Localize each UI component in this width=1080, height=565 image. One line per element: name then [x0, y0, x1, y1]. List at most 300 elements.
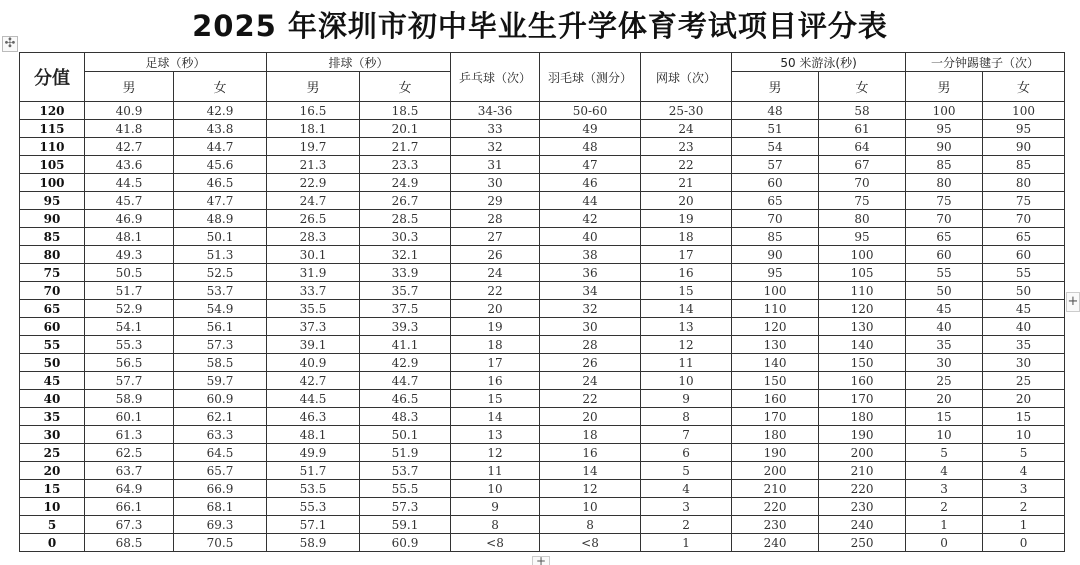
- table-cell[interactable]: 50.1: [174, 228, 267, 246]
- pingpong-header[interactable]: 乒乓球（次）: [451, 53, 540, 102]
- table-cell[interactable]: 240: [732, 534, 819, 552]
- table-cell[interactable]: 44.5: [85, 174, 174, 192]
- table-cell[interactable]: 26.7: [360, 192, 451, 210]
- table-cell[interactable]: 10: [641, 372, 732, 390]
- table-cell[interactable]: 28.3: [267, 228, 360, 246]
- table-cell[interactable]: 30: [906, 354, 983, 372]
- table-cell[interactable]: 4: [906, 462, 983, 480]
- table-cell[interactable]: 16: [641, 264, 732, 282]
- table-cell[interactable]: 13: [451, 426, 540, 444]
- table-cell[interactable]: 20: [983, 390, 1065, 408]
- table-cell[interactable]: 11: [641, 354, 732, 372]
- table-cell[interactable]: 9: [641, 390, 732, 408]
- table-cell[interactable]: 210: [819, 462, 906, 480]
- table-cell[interactable]: 120: [819, 300, 906, 318]
- score-cell[interactable]: 120: [20, 102, 85, 120]
- table-cell[interactable]: 29: [451, 192, 540, 210]
- table-cell[interactable]: 42.7: [267, 372, 360, 390]
- table-cell[interactable]: 17: [641, 246, 732, 264]
- table-cell[interactable]: 75: [906, 192, 983, 210]
- table-cell[interactable]: 240: [819, 516, 906, 534]
- table-cell[interactable]: 53.7: [360, 462, 451, 480]
- football-male-header[interactable]: 男: [85, 72, 174, 102]
- table-cell[interactable]: 1: [906, 516, 983, 534]
- score-cell[interactable]: 25: [20, 444, 85, 462]
- table-cell[interactable]: 3: [641, 498, 732, 516]
- table-cell[interactable]: 1: [983, 516, 1065, 534]
- table-cell[interactable]: 22: [641, 156, 732, 174]
- table-cell[interactable]: 47.7: [174, 192, 267, 210]
- table-cell[interactable]: 64: [819, 138, 906, 156]
- table-cell[interactable]: 55: [983, 264, 1065, 282]
- table-cell[interactable]: 100: [906, 102, 983, 120]
- score-cell[interactable]: 100: [20, 174, 85, 192]
- table-cell[interactable]: 50.5: [85, 264, 174, 282]
- table-cell[interactable]: 41.1: [360, 336, 451, 354]
- table-cell[interactable]: 80: [906, 174, 983, 192]
- table-cell[interactable]: 15: [983, 408, 1065, 426]
- table-cell[interactable]: 19: [641, 210, 732, 228]
- table-cell[interactable]: 20.1: [360, 120, 451, 138]
- table-cell[interactable]: 35.5: [267, 300, 360, 318]
- table-cell[interactable]: 26: [540, 354, 641, 372]
- table-cell[interactable]: 5: [906, 444, 983, 462]
- football-header[interactable]: 足球（秒）: [85, 53, 267, 72]
- table-cell[interactable]: 21.7: [360, 138, 451, 156]
- table-cell[interactable]: 24: [451, 264, 540, 282]
- table-cell[interactable]: 20: [906, 390, 983, 408]
- table-cell[interactable]: 32.1: [360, 246, 451, 264]
- table-cell[interactable]: 160: [819, 372, 906, 390]
- table-cell[interactable]: 140: [732, 354, 819, 372]
- table-cell[interactable]: 0: [983, 534, 1065, 552]
- table-cell[interactable]: 14: [540, 462, 641, 480]
- table-cell[interactable]: 67.3: [85, 516, 174, 534]
- table-cell[interactable]: 68.5: [85, 534, 174, 552]
- score-cell[interactable]: 55: [20, 336, 85, 354]
- table-cell[interactable]: 75: [983, 192, 1065, 210]
- table-cell[interactable]: 68.1: [174, 498, 267, 516]
- table-cell[interactable]: 18.5: [360, 102, 451, 120]
- table-cell[interactable]: 25-30: [641, 102, 732, 120]
- tennis-header[interactable]: 网球（次）: [641, 53, 732, 102]
- table-cell[interactable]: 57.3: [174, 336, 267, 354]
- table-cell[interactable]: 39.3: [360, 318, 451, 336]
- table-cell[interactable]: 67: [819, 156, 906, 174]
- table-cell[interactable]: 54: [732, 138, 819, 156]
- table-cell[interactable]: <8: [540, 534, 641, 552]
- table-cell[interactable]: 49.3: [85, 246, 174, 264]
- table-cell[interactable]: 41.8: [85, 120, 174, 138]
- table-cell[interactable]: 55.5: [360, 480, 451, 498]
- table-cell[interactable]: 46: [540, 174, 641, 192]
- table-cell[interactable]: 22: [540, 390, 641, 408]
- table-cell[interactable]: 49.9: [267, 444, 360, 462]
- table-cell[interactable]: 33.7: [267, 282, 360, 300]
- table-cell[interactable]: 8: [451, 516, 540, 534]
- table-cell[interactable]: 48.1: [85, 228, 174, 246]
- table-cell[interactable]: 95: [983, 120, 1065, 138]
- table-cell[interactable]: 58.9: [85, 390, 174, 408]
- table-cell[interactable]: 21: [641, 174, 732, 192]
- table-cell[interactable]: 31: [451, 156, 540, 174]
- table-cell[interactable]: 15: [641, 282, 732, 300]
- table-cell[interactable]: 18: [641, 228, 732, 246]
- table-cell[interactable]: 64.5: [174, 444, 267, 462]
- table-cell[interactable]: 42.9: [360, 354, 451, 372]
- table-cell[interactable]: 220: [819, 480, 906, 498]
- table-cell[interactable]: 45: [983, 300, 1065, 318]
- table-cell[interactable]: 130: [819, 318, 906, 336]
- table-cell[interactable]: 19: [451, 318, 540, 336]
- table-cell[interactable]: 26.5: [267, 210, 360, 228]
- table-cell[interactable]: 12: [451, 444, 540, 462]
- table-cell[interactable]: 180: [819, 408, 906, 426]
- table-cell[interactable]: 16: [540, 444, 641, 462]
- table-cell[interactable]: 48.9: [174, 210, 267, 228]
- score-cell[interactable]: 80: [20, 246, 85, 264]
- volleyball-female-header[interactable]: 女: [360, 72, 451, 102]
- table-cell[interactable]: 55.3: [85, 336, 174, 354]
- table-cell[interactable]: 30.3: [360, 228, 451, 246]
- table-cell[interactable]: 210: [732, 480, 819, 498]
- table-cell[interactable]: 13: [641, 318, 732, 336]
- table-cell[interactable]: 18: [451, 336, 540, 354]
- score-cell[interactable]: 65: [20, 300, 85, 318]
- volleyball-header[interactable]: 排球（秒）: [267, 53, 451, 72]
- table-cell[interactable]: 10: [983, 426, 1065, 444]
- score-cell[interactable]: 35: [20, 408, 85, 426]
- table-cell[interactable]: 4: [983, 462, 1065, 480]
- table-cell[interactable]: 52.5: [174, 264, 267, 282]
- shuttlecock-female-header[interactable]: 女: [983, 72, 1065, 102]
- table-cell[interactable]: 80: [819, 210, 906, 228]
- table-cell[interactable]: 55.3: [267, 498, 360, 516]
- table-cell[interactable]: 12: [641, 336, 732, 354]
- table-cell[interactable]: 56.5: [85, 354, 174, 372]
- table-cell[interactable]: 43.8: [174, 120, 267, 138]
- table-cell[interactable]: 220: [732, 498, 819, 516]
- table-cell[interactable]: 28: [451, 210, 540, 228]
- add-row-icon[interactable]: +: [532, 556, 550, 565]
- table-cell[interactable]: 59.1: [360, 516, 451, 534]
- table-cell[interactable]: 8: [641, 408, 732, 426]
- table-cell[interactable]: 66.9: [174, 480, 267, 498]
- table-cell[interactable]: 23: [641, 138, 732, 156]
- table-cell[interactable]: 44.7: [360, 372, 451, 390]
- table-cell[interactable]: 160: [732, 390, 819, 408]
- table-cell[interactable]: 200: [732, 462, 819, 480]
- table-cell[interactable]: 42.7: [85, 138, 174, 156]
- table-cell[interactable]: 100: [819, 246, 906, 264]
- table-cell[interactable]: 70.5: [174, 534, 267, 552]
- table-cell[interactable]: 1: [641, 534, 732, 552]
- table-cell[interactable]: 46.5: [174, 174, 267, 192]
- table-cell[interactable]: 54.9: [174, 300, 267, 318]
- table-cell[interactable]: 20: [540, 408, 641, 426]
- score-cell[interactable]: 30: [20, 426, 85, 444]
- score-cell[interactable]: 10: [20, 498, 85, 516]
- table-cell[interactable]: 22: [451, 282, 540, 300]
- table-cell[interactable]: 5: [983, 444, 1065, 462]
- table-cell[interactable]: 85: [906, 156, 983, 174]
- table-cell[interactable]: 63.3: [174, 426, 267, 444]
- table-cell[interactable]: 110: [732, 300, 819, 318]
- table-cell[interactable]: 15: [906, 408, 983, 426]
- table-cell[interactable]: 11: [451, 462, 540, 480]
- table-cell[interactable]: 44: [540, 192, 641, 210]
- table-cell[interactable]: 50-60: [540, 102, 641, 120]
- table-cell[interactable]: 61.3: [85, 426, 174, 444]
- table-cell[interactable]: 22.9: [267, 174, 360, 192]
- table-cell[interactable]: 24.7: [267, 192, 360, 210]
- table-cell[interactable]: 46.3: [267, 408, 360, 426]
- score-cell[interactable]: 85: [20, 228, 85, 246]
- table-cell[interactable]: 54.1: [85, 318, 174, 336]
- table-cell[interactable]: 30: [540, 318, 641, 336]
- table-cell[interactable]: 16: [451, 372, 540, 390]
- table-cell[interactable]: 31.9: [267, 264, 360, 282]
- table-cell[interactable]: 32: [540, 300, 641, 318]
- table-cell[interactable]: 57.3: [360, 498, 451, 516]
- table-cell[interactable]: 170: [819, 390, 906, 408]
- score-cell[interactable]: 110: [20, 138, 85, 156]
- table-cell[interactable]: 24: [641, 120, 732, 138]
- table-cell[interactable]: 20: [451, 300, 540, 318]
- table-cell[interactable]: 50: [983, 282, 1065, 300]
- table-cell[interactable]: 70: [906, 210, 983, 228]
- table-cell[interactable]: 3: [983, 480, 1065, 498]
- table-cell[interactable]: 75: [819, 192, 906, 210]
- table-cell[interactable]: 2: [906, 498, 983, 516]
- table-cell[interactable]: 48: [732, 102, 819, 120]
- table-cell[interactable]: 18.1: [267, 120, 360, 138]
- table-cell[interactable]: 60.1: [85, 408, 174, 426]
- table-cell[interactable]: 9: [451, 498, 540, 516]
- table-cell[interactable]: 25: [983, 372, 1065, 390]
- table-cell[interactable]: 43.6: [85, 156, 174, 174]
- table-cell[interactable]: 57.1: [267, 516, 360, 534]
- table-cell[interactable]: 30: [451, 174, 540, 192]
- table-cell[interactable]: 18: [540, 426, 641, 444]
- shuttlecock-male-header[interactable]: 男: [906, 72, 983, 102]
- table-cell[interactable]: 45: [906, 300, 983, 318]
- table-cell[interactable]: 57.7: [85, 372, 174, 390]
- table-cell[interactable]: 51.7: [267, 462, 360, 480]
- score-cell[interactable]: 20: [20, 462, 85, 480]
- table-cell[interactable]: 48: [540, 138, 641, 156]
- table-cell[interactable]: 56.1: [174, 318, 267, 336]
- table-cell[interactable]: 51: [732, 120, 819, 138]
- table-cell[interactable]: 24: [540, 372, 641, 390]
- table-cell[interactable]: 30: [983, 354, 1065, 372]
- table-cell[interactable]: 90: [983, 138, 1065, 156]
- table-cell[interactable]: 8: [540, 516, 641, 534]
- table-cell[interactable]: 4: [641, 480, 732, 498]
- table-cell[interactable]: 90: [906, 138, 983, 156]
- table-cell[interactable]: 105: [819, 264, 906, 282]
- table-cell[interactable]: 64.9: [85, 480, 174, 498]
- table-cell[interactable]: 63.7: [85, 462, 174, 480]
- table-cell[interactable]: 49: [540, 120, 641, 138]
- table-move-handle-icon[interactable]: ✣: [2, 36, 18, 52]
- table-cell[interactable]: 15: [451, 390, 540, 408]
- table-cell[interactable]: 230: [732, 516, 819, 534]
- table-cell[interactable]: 85: [732, 228, 819, 246]
- table-cell[interactable]: 80: [983, 174, 1065, 192]
- table-cell[interactable]: 12: [540, 480, 641, 498]
- football-female-header[interactable]: 女: [174, 72, 267, 102]
- swim-header[interactable]: 50 米游泳(秒): [732, 53, 906, 72]
- table-cell[interactable]: 45.7: [85, 192, 174, 210]
- table-cell[interactable]: 39.1: [267, 336, 360, 354]
- table-cell[interactable]: 10: [540, 498, 641, 516]
- table-cell[interactable]: 40: [906, 318, 983, 336]
- table-cell[interactable]: 90: [732, 246, 819, 264]
- table-cell[interactable]: 65: [983, 228, 1065, 246]
- score-cell[interactable]: 15: [20, 480, 85, 498]
- score-cell[interactable]: 75: [20, 264, 85, 282]
- score-cell[interactable]: 70: [20, 282, 85, 300]
- table-cell[interactable]: 62.5: [85, 444, 174, 462]
- table-cell[interactable]: 28.5: [360, 210, 451, 228]
- table-cell[interactable]: 53.5: [267, 480, 360, 498]
- table-cell[interactable]: 16.5: [267, 102, 360, 120]
- table-cell[interactable]: 37.3: [267, 318, 360, 336]
- table-cell[interactable]: 7: [641, 426, 732, 444]
- table-cell[interactable]: 100: [732, 282, 819, 300]
- table-cell[interactable]: 57: [732, 156, 819, 174]
- table-cell[interactable]: 69.3: [174, 516, 267, 534]
- table-cell[interactable]: 230: [819, 498, 906, 516]
- table-cell[interactable]: 35.7: [360, 282, 451, 300]
- table-cell[interactable]: 48.1: [267, 426, 360, 444]
- table-cell[interactable]: 20: [641, 192, 732, 210]
- table-cell[interactable]: 21.3: [267, 156, 360, 174]
- table-cell[interactable]: 70: [983, 210, 1065, 228]
- table-cell[interactable]: 58: [819, 102, 906, 120]
- table-cell[interactable]: 51.9: [360, 444, 451, 462]
- table-cell[interactable]: 95: [732, 264, 819, 282]
- table-cell[interactable]: 34-36: [451, 102, 540, 120]
- table-cell[interactable]: 51.3: [174, 246, 267, 264]
- table-cell[interactable]: 150: [819, 354, 906, 372]
- score-cell[interactable]: 90: [20, 210, 85, 228]
- score-cell[interactable]: 105: [20, 156, 85, 174]
- table-cell[interactable]: 190: [819, 426, 906, 444]
- table-cell[interactable]: 200: [819, 444, 906, 462]
- table-cell[interactable]: 19.7: [267, 138, 360, 156]
- table-cell[interactable]: 10: [906, 426, 983, 444]
- table-cell[interactable]: 140: [819, 336, 906, 354]
- score-cell[interactable]: 45: [20, 372, 85, 390]
- table-cell[interactable]: 24.9: [360, 174, 451, 192]
- table-cell[interactable]: 30.1: [267, 246, 360, 264]
- table-cell[interactable]: 70: [732, 210, 819, 228]
- score-cell[interactable]: 60: [20, 318, 85, 336]
- table-cell[interactable]: 51.7: [85, 282, 174, 300]
- table-cell[interactable]: 50.1: [360, 426, 451, 444]
- score-cell[interactable]: 50: [20, 354, 85, 372]
- table-cell[interactable]: 110: [819, 282, 906, 300]
- score-cell[interactable]: 40: [20, 390, 85, 408]
- table-cell[interactable]: 2: [983, 498, 1065, 516]
- score-cell[interactable]: 95: [20, 192, 85, 210]
- table-cell[interactable]: 23.3: [360, 156, 451, 174]
- table-cell[interactable]: 120: [732, 318, 819, 336]
- table-cell[interactable]: <8: [451, 534, 540, 552]
- table-cell[interactable]: 6: [641, 444, 732, 462]
- table-cell[interactable]: 59.7: [174, 372, 267, 390]
- table-cell[interactable]: 60.9: [174, 390, 267, 408]
- table-cell[interactable]: 100: [983, 102, 1065, 120]
- table-cell[interactable]: 58.5: [174, 354, 267, 372]
- table-cell[interactable]: 42.9: [174, 102, 267, 120]
- table-cell[interactable]: 250: [819, 534, 906, 552]
- table-cell[interactable]: 61: [819, 120, 906, 138]
- table-cell[interactable]: 180: [732, 426, 819, 444]
- table-cell[interactable]: 42: [540, 210, 641, 228]
- table-cell[interactable]: 44.5: [267, 390, 360, 408]
- table-cell[interactable]: 34: [540, 282, 641, 300]
- shuttlecock-header[interactable]: 一分钟踢毽子（次）: [906, 53, 1065, 72]
- table-cell[interactable]: 33.9: [360, 264, 451, 282]
- badminton-header[interactable]: 羽毛球（测分）: [540, 53, 641, 102]
- table-cell[interactable]: 0: [906, 534, 983, 552]
- table-cell[interactable]: 65: [906, 228, 983, 246]
- table-cell[interactable]: 46.9: [85, 210, 174, 228]
- volleyball-male-header[interactable]: 男: [267, 72, 360, 102]
- score-cell[interactable]: 5: [20, 516, 85, 534]
- table-cell[interactable]: 60: [983, 246, 1065, 264]
- table-cell[interactable]: 25: [906, 372, 983, 390]
- table-cell[interactable]: 55: [906, 264, 983, 282]
- table-cell[interactable]: 46.5: [360, 390, 451, 408]
- table-cell[interactable]: 14: [451, 408, 540, 426]
- table-cell[interactable]: 40: [540, 228, 641, 246]
- table-cell[interactable]: 58.9: [267, 534, 360, 552]
- swim-male-header[interactable]: 男: [732, 72, 819, 102]
- add-column-icon[interactable]: +: [1066, 292, 1080, 312]
- table-cell[interactable]: 50: [906, 282, 983, 300]
- table-cell[interactable]: 47: [540, 156, 641, 174]
- table-cell[interactable]: 33: [451, 120, 540, 138]
- table-cell[interactable]: 2: [641, 516, 732, 534]
- table-cell[interactable]: 48.3: [360, 408, 451, 426]
- table-cell[interactable]: 45.6: [174, 156, 267, 174]
- table-cell[interactable]: 27: [451, 228, 540, 246]
- table-cell[interactable]: 40.9: [85, 102, 174, 120]
- table-cell[interactable]: 62.1: [174, 408, 267, 426]
- score-cell[interactable]: 115: [20, 120, 85, 138]
- table-cell[interactable]: 70: [819, 174, 906, 192]
- table-cell[interactable]: 44.7: [174, 138, 267, 156]
- table-cell[interactable]: 26: [451, 246, 540, 264]
- table-cell[interactable]: 40: [983, 318, 1065, 336]
- table-cell[interactable]: 95: [906, 120, 983, 138]
- table-cell[interactable]: 190: [732, 444, 819, 462]
- table-cell[interactable]: 40.9: [267, 354, 360, 372]
- table-cell[interactable]: 5: [641, 462, 732, 480]
- table-cell[interactable]: 170: [732, 408, 819, 426]
- table-cell[interactable]: 53.7: [174, 282, 267, 300]
- score-cell[interactable]: 0: [20, 534, 85, 552]
- table-cell[interactable]: 60.9: [360, 534, 451, 552]
- table-cell[interactable]: 10: [451, 480, 540, 498]
- table-cell[interactable]: 85: [983, 156, 1065, 174]
- table-cell[interactable]: 38: [540, 246, 641, 264]
- table-cell[interactable]: 95: [819, 228, 906, 246]
